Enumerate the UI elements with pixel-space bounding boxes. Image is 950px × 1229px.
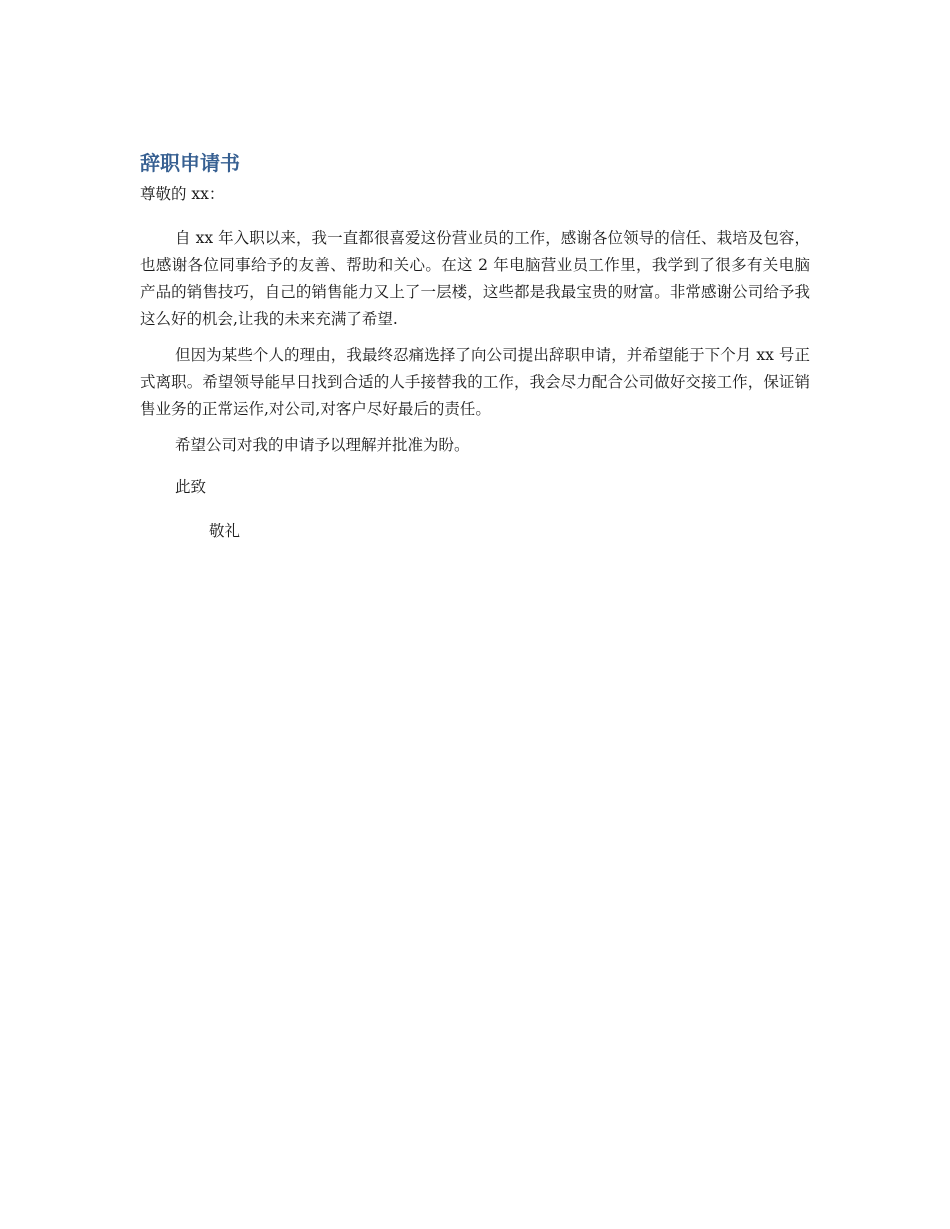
document-page bbox=[140, 148, 810, 543]
body-paragraph-2: 但因为某些个人的理由，我最终忍痛选择了向公司提出辞职申请，并希望能于下个月 xx 号正式离职。希望领导能早日找到合适的人手接替我的工作，我会尽力配合公司做好交接工作，保证销售业务的正常运作,对公司,对客户尽好最后的责任。 bbox=[140, 346, 810, 418]
regards-line: 敬礼 bbox=[209, 522, 241, 540]
document-title: 辞职申请书 bbox=[140, 151, 240, 175]
salutation: 尊敬的 xx： bbox=[140, 185, 225, 203]
body-paragraph-1: 自 xx 年入职以来，我一直都很喜爱这份营业员的工作，感谢各位领导的信任、栽培及包容，也感谢各位同事给予的友善、帮助和关心。在这 2 年电脑营业员工作里，我学到了很多有关电脑产品的销售技巧，自己的销售能力又上了一层楼，这些都是我最宝贵的财富。非常感谢公司给予我这么好的机会,让我的未来充满了希望. bbox=[140, 229, 810, 328]
body-paragraph-3: 希望公司对我的申请予以理解并批准为盼。 bbox=[175, 436, 470, 454]
closing-line: 此致 bbox=[175, 478, 207, 496]
